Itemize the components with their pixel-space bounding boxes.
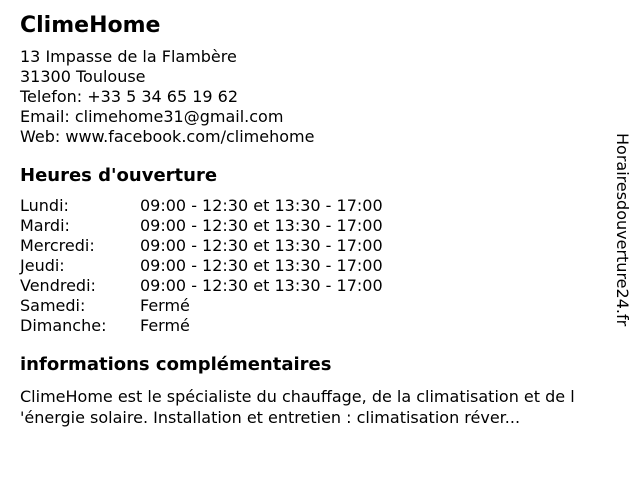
day-label: Samedi: — [20, 296, 86, 315]
day-label: Mardi: — [20, 216, 70, 235]
day-label: Mercredi: — [20, 236, 95, 255]
day-hours: 09:00 - 12:30 et 13:30 - 17:00 — [140, 276, 383, 295]
info-text-line: 'énergie solaire. Installation et entretien : climatisation réver... — [20, 408, 521, 427]
hours-row-friday — [20, 276, 640, 296]
hours-row-tuesday — [20, 216, 640, 236]
day-label: Jeudi: — [20, 256, 65, 275]
address-city: 31300 Toulouse — [20, 67, 146, 86]
day-label: Lundi: — [20, 196, 69, 215]
hours-row-sunday — [20, 316, 640, 336]
web-line: Web: www.facebook.com/climehome — [20, 127, 315, 146]
business-name: ClimeHome — [20, 13, 161, 38]
contact-block — [20, 47, 640, 147]
info-text — [20, 386, 640, 428]
hours-row-saturday — [20, 296, 640, 316]
info-section-title: informations complémentaires — [20, 354, 332, 375]
day-hours: Fermé — [140, 296, 190, 315]
email-line: Email: climehome31@gmail.com — [20, 107, 284, 126]
phone-line: Telefon: +33 5 34 65 19 62 — [20, 87, 239, 106]
day-label: Dimanche: — [20, 316, 107, 335]
info-text-line: ClimeHome est le spécialiste du chauffage, de la climatisation et de l — [20, 387, 575, 406]
hours-row-thursday — [20, 256, 640, 276]
site-watermark: Horairesdouverture24.fr — [613, 133, 632, 327]
hours-table — [20, 196, 640, 336]
day-label: Vendredi: — [20, 276, 96, 295]
day-hours: 09:00 - 12:30 et 13:30 - 17:00 — [140, 256, 383, 275]
day-hours: 09:00 - 12:30 et 13:30 - 17:00 — [140, 236, 383, 255]
hours-row-wednesday — [20, 236, 640, 256]
day-hours: 09:00 - 12:30 et 13:30 - 17:00 — [140, 216, 383, 235]
hours-section-title: Heures d'ouverture — [20, 165, 218, 186]
day-hours: Fermé — [140, 316, 190, 335]
day-hours: 09:00 - 12:30 et 13:30 - 17:00 — [140, 196, 383, 215]
address-street: 13 Impasse de la Flambère — [20, 47, 237, 66]
hours-row-monday — [20, 196, 640, 216]
